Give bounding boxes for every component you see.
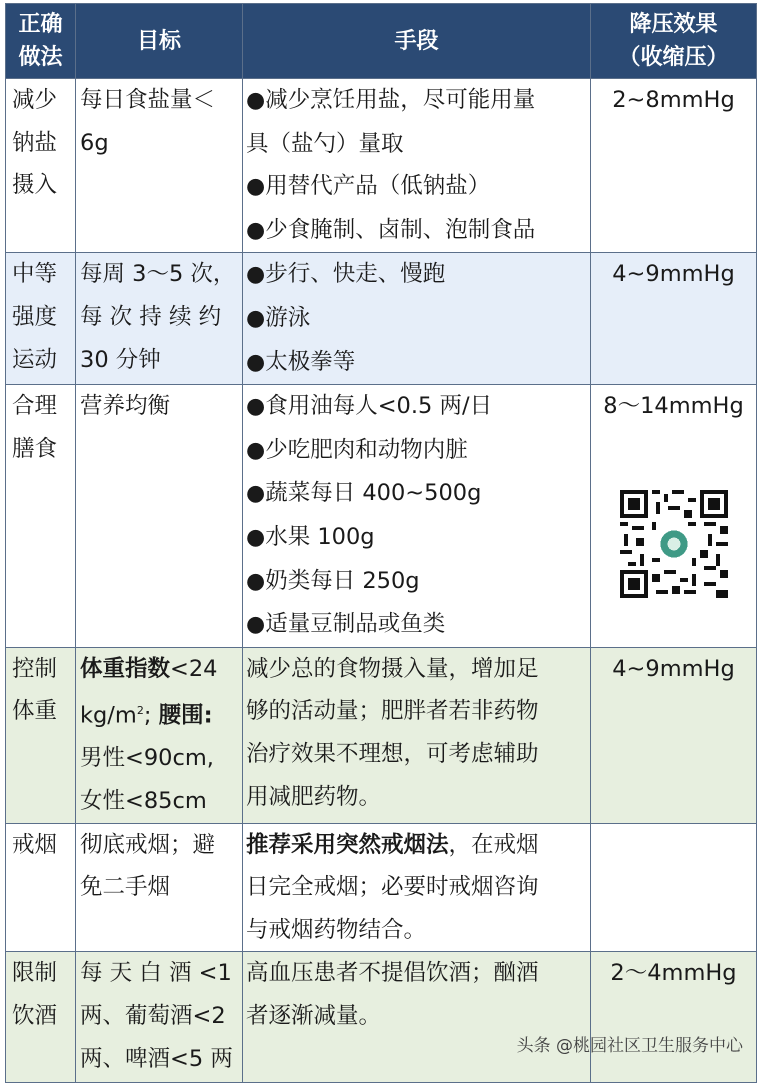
- exercise-target-l1: 每周 3～5 次，: [80, 261, 236, 288]
- bullet-icon: ●: [246, 394, 266, 420]
- header-target: 目标: [76, 4, 243, 79]
- header-means: 手段: [243, 4, 591, 79]
- weight-target-l2: [80, 690, 240, 737]
- bullet-icon: ●: [246, 217, 266, 243]
- exercise-means-l2: [246, 297, 588, 341]
- smoking-means: [243, 823, 591, 952]
- bullet-icon: ●: [246, 568, 266, 594]
- diet-target: [76, 385, 243, 648]
- weight-label: [6, 647, 76, 823]
- exercise-target: [76, 253, 243, 385]
- smoking-label: [6, 823, 76, 952]
- qr-code-icon: [620, 490, 728, 598]
- exercise-label: [6, 253, 76, 385]
- bmi-label: 体重指数: [80, 655, 171, 682]
- weight-target-l3: 男性<90cm,: [80, 745, 214, 772]
- diet-label-l2: 膳食: [12, 435, 58, 462]
- weight-effect: 4~9mmHg: [591, 647, 757, 823]
- weight-means-l1: 减少总的食物摄入量，增加足: [246, 655, 539, 682]
- alcohol-target: [76, 952, 243, 1083]
- salt-target: [76, 79, 243, 253]
- header-effect-l2: （收缩压）: [618, 45, 729, 70]
- row-exercise: [6, 253, 757, 385]
- bmi-value: <24: [170, 655, 218, 682]
- diet-means-l6: [246, 603, 588, 647]
- header-row: [6, 4, 757, 79]
- diet-label: [6, 385, 76, 648]
- waist-label: 腰围:: [158, 702, 213, 729]
- smoking-target-l2: 免二手烟: [80, 874, 171, 901]
- salt-means: [243, 79, 591, 253]
- alcohol-means: [243, 952, 591, 1083]
- smoking-means-rest: ，在戒烟: [448, 831, 539, 858]
- salt-label: [6, 79, 76, 253]
- diet-means-t3: 蔬菜每日 400~500g: [265, 480, 482, 507]
- salt-means-l1: [246, 79, 588, 123]
- header-method-l1: 正确: [18, 12, 63, 37]
- exercise-label-l1: 中等: [12, 261, 58, 288]
- alcohol-label-l1: 限制: [12, 960, 58, 987]
- smoking-means-l3: 与戒烟药物结合。: [246, 916, 427, 943]
- smoking-effect: [591, 823, 757, 952]
- salt-label-l2: 钠盐: [12, 129, 58, 156]
- salt-target-l1: 每日食盐量＜: [80, 87, 216, 113]
- diet-means: [243, 385, 591, 648]
- bullet-icon: ●: [246, 174, 266, 200]
- weight-label-l1: 控制: [12, 655, 58, 682]
- bmi-unit: kg/m: [80, 702, 137, 729]
- alcohol-target-l3: 两、啤酒<5 两: [80, 1045, 233, 1072]
- bullet-icon: ●: [246, 524, 266, 550]
- diet-means-l5: [246, 560, 588, 604]
- salt-means-l3: [246, 165, 588, 209]
- diet-means-l4: [246, 516, 588, 560]
- exercise-means-t2: 游泳: [265, 304, 311, 331]
- bmi-sep: ;: [143, 702, 152, 729]
- diet-effect: [591, 385, 757, 648]
- weight-label-l2: 体重: [12, 698, 58, 725]
- weight-means-l3: 治疗效果不理想，可考虑辅助: [246, 740, 539, 767]
- bullet-icon: ●: [246, 612, 266, 638]
- diet-target-l1: 营养均衡: [80, 393, 171, 420]
- bullet-icon: ●: [246, 305, 266, 331]
- salt-label-l3: 摄入: [12, 172, 58, 199]
- alcohol-label: [6, 952, 76, 1083]
- alcohol-effect: 2～4mmHg: [591, 952, 757, 1083]
- row-weight: [6, 647, 757, 823]
- exercise-target-l2: 每 次 持 续 约: [80, 303, 222, 330]
- header-method: [6, 4, 76, 79]
- weight-means-l4: 用减肥药物。: [246, 783, 382, 810]
- hypertension-table: [5, 3, 757, 1083]
- bullet-icon: ●: [246, 88, 266, 113]
- row-diet: [6, 385, 757, 648]
- diet-means-l1: [246, 385, 588, 429]
- diet-means-t2: 少吃肥肉和动物内脏: [265, 436, 468, 463]
- smoking-target: [76, 823, 243, 952]
- header-method-l2: 做法: [18, 45, 63, 70]
- row-alcohol: [6, 952, 757, 1083]
- alcohol-means-l2: 者逐渐减量。: [246, 1002, 382, 1029]
- row-salt: [6, 79, 757, 253]
- smoking-label-l1: 戒烟: [12, 831, 58, 858]
- alcohol-target-l1: 每 天 白 酒 <1: [80, 960, 232, 987]
- exercise-means: [243, 253, 591, 385]
- exercise-label-l3: 运动: [12, 346, 58, 373]
- diet-means-l2: [246, 429, 588, 473]
- exercise-means-l3: [246, 341, 588, 385]
- smoking-means-l2: 日完全戒烟；必要时戒烟咨询: [246, 874, 539, 901]
- diet-means-t5: 奶类每日 250g: [265, 567, 420, 594]
- alcohol-target-l2: 两、葡萄酒<2: [80, 1002, 226, 1029]
- diet-effect-value: 8～14mmHg: [603, 393, 744, 420]
- bmi-unit-sup: 2: [136, 704, 144, 718]
- salt-target-l2: 6g: [80, 129, 109, 156]
- bullet-icon: ●: [246, 262, 266, 288]
- salt-label-l1: 减少: [12, 87, 58, 113]
- weight-target-l4: 女性<85cm: [80, 788, 207, 814]
- bullet-icon: ●: [246, 437, 266, 463]
- salt-means-t4: 少食腌制、卤制、泡制食品: [265, 216, 536, 243]
- salt-means-l2: 具（盐勺）量取: [246, 130, 404, 157]
- exercise-means-t3: 太极拳等: [265, 348, 356, 375]
- watermark: 头条 @桃园社区卫生服务中心: [516, 1036, 743, 1056]
- salt-means-t1: 减少烹饪用盐，尽可能用量: [265, 87, 536, 113]
- exercise-label-l2: 强度: [12, 303, 58, 330]
- diet-means-l3: [246, 472, 588, 516]
- smoking-means-l1: [246, 824, 588, 867]
- diet-means-t1: 食用油每人<0.5 两/日: [265, 393, 493, 420]
- diet-means-t6: 适量豆制品或鱼类: [265, 611, 446, 638]
- smoking-target-l1: 彻底戒烟；避: [80, 831, 216, 858]
- diet-label-l1: 合理: [12, 393, 58, 420]
- exercise-effect: 4~9mmHg: [591, 253, 757, 385]
- alcohol-label-l2: 饮酒: [12, 1002, 58, 1029]
- bullet-icon: ●: [246, 481, 266, 507]
- exercise-means-t1: 步行、快走、慢跑: [265, 261, 446, 288]
- bullet-icon: ●: [246, 349, 266, 375]
- weight-target-l1: [80, 648, 240, 691]
- salt-means-l4: [246, 209, 588, 253]
- exercise-target-l3: 30 分钟: [80, 346, 161, 373]
- weight-means-l2: 够的活动量；肥胖者若非药物: [246, 698, 539, 725]
- salt-effect: 2~8mmHg: [591, 79, 757, 253]
- smoking-means-bold: 推荐采用突然戒烟法: [246, 831, 449, 858]
- exercise-means-l1: [246, 253, 588, 297]
- salt-means-t3: 用替代产品（低钠盐）: [265, 173, 491, 200]
- header-effect-l1: 降压效果: [629, 12, 718, 37]
- row-smoking: [6, 823, 757, 952]
- alcohol-means-l1: 高血压患者不提倡饮酒；酗酒: [246, 960, 539, 987]
- weight-target: [76, 647, 243, 823]
- diet-means-t4: 水果 100g: [265, 523, 375, 550]
- header-effect: [591, 4, 757, 79]
- weight-means: [243, 647, 591, 823]
